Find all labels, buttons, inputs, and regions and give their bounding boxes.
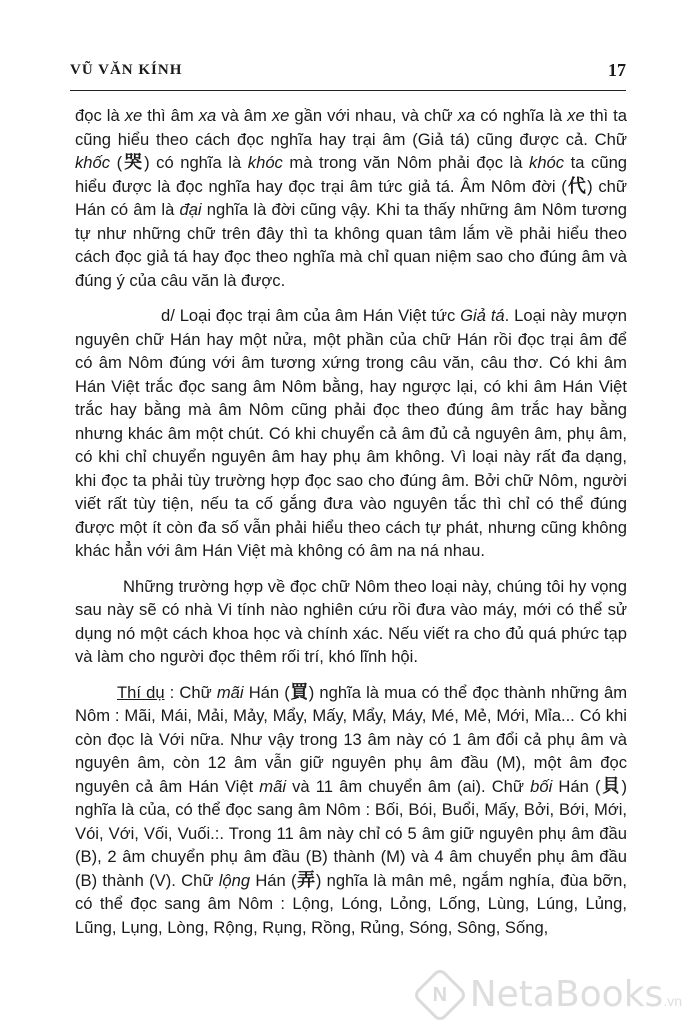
text-run: (	[110, 153, 123, 172]
text-run: ) nghĩa là mua có thể đọc thành những âm Nôm : Mãi, Mái, Mải, Mảy, Mẩy, Mấy, Mẩy, Máy, Mé, Mẻ, Mới, Mỉa... Có khi còn đọc là Với nữa. Như vậy trong 13 âm này có 1 âm đổi cả phụ âm và nguyên âm, còn 12 âm vẫn giữ nguyên phụ âm đầu (M), một âm đọc nguyên cả âm Hán Việt	[75, 682, 628, 796]
text-run: gần với nhau, và chữ	[289, 106, 458, 125]
italic-term: khốc	[75, 153, 111, 172]
netabooks-logo-icon: N	[411, 966, 468, 1023]
text-run: Hán (	[552, 776, 601, 796]
italic-term: khóc	[247, 153, 283, 172]
italic-term: xe	[124, 106, 143, 125]
italic-term: xa	[198, 106, 217, 125]
text-run: ) chữ Hán có âm là	[75, 176, 627, 219]
running-head: VŨ VĂN KÍNH	[70, 62, 183, 78]
italic-term: xa	[457, 106, 476, 125]
text-run: d/ Loại đọc trại âm của âm Hán Việt tức	[161, 306, 461, 325]
paragraph-1	[75, 104, 627, 292]
han-character: 代	[566, 175, 588, 197]
body-text	[75, 104, 627, 951]
text-run: ) có nghĩa là	[144, 153, 248, 172]
han-character: 買	[289, 681, 309, 703]
han-character: 弄	[296, 869, 316, 891]
han-character: 哭	[122, 152, 145, 173]
han-character: 貝	[600, 775, 622, 797]
text-run: ta cũng hiểu được là đọc nghĩa hay đọc trại âm tức giả tá. Âm Nôm đời (	[75, 153, 628, 196]
watermark-brand: NetaBooks	[469, 974, 664, 1015]
text-run: mà trong văn Nôm phải đọc là	[282, 153, 530, 172]
text-run: . Loại này mượn nguyên chữ Hán hay một nửa, một phần của chữ Hán rồi đọc trại âm để có âm Nôm đúng với âm tương xứng trong câu văn, câu thơ. Có khi âm Hán Việt trắc đọc sang âm Nôm bằng, hay ngược lại, có khi âm Hán Việt trắc hay bằng mà âm Nôm cũng phải đọc theo đúng âm trắc hay bằng nhưng khác âm một chút. Có khi chuyển cả âm đủ cả nguyên âm, phụ âm, có khi chỉ chuyển nguyên âm hay phụ âm không. Vì loại này rất đa dạng, khi đọc ta phải tùy trường hợp đọc sao cho đúng âm. Bởi chữ Nôm, người viết rất tùy tiện, nếu ta cố gắng đưa vào nguyên tắc thì chỉ có thể đúng được một ít còn đa số vẫn phải hiểu theo cách tự phát, nhưng cũng không khác hẳn với âm Hán Việt mà không có âm na ná nhau.	[75, 306, 627, 560]
italic-term: bối	[530, 776, 553, 796]
text-run: có nghĩa là	[475, 106, 568, 125]
watermark	[420, 974, 682, 1015]
page-number: 17	[608, 60, 626, 80]
italic-term: mãi	[216, 682, 244, 702]
italic-term: xe	[567, 106, 585, 125]
text-run: ) nghĩa là mân mê, ngắm nghía, đùa bỡn, có thể đọc sang âm Nôm : Lộng, Lóng, Lỏng, Lống, Lùng, Lúng, Lủng, Lũng, Lụng, Lòng, Rộng, Rụng, Rồng, Rủng, Sóng, Sông, Sống,	[75, 870, 628, 937]
text-run: Hán (	[243, 682, 290, 702]
watermark-domain: .vn	[663, 993, 682, 1009]
page-header	[70, 62, 626, 91]
italic-term: lộng	[218, 870, 251, 890]
example-label: Thí dụ	[117, 682, 165, 702]
text-run: : Chữ	[164, 682, 217, 702]
paragraph-2	[75, 304, 627, 563]
text-run: nghĩa là đời cũng vậy. Khi ta thấy những âm Nôm tương tự như những chữ trên đây thì ta không quan tâm lắm về phải hiểu theo cách đọc giả tá hay đọc theo nghĩa mà chỉ quan niệm sao cho đúng âm và đúng ý của câu văn là được.	[75, 200, 627, 290]
italic-term: mãi	[259, 776, 287, 796]
text-run: và âm	[216, 106, 272, 125]
paragraph-4	[75, 681, 627, 940]
text-run: Hán (	[250, 870, 297, 890]
italic-term: đại	[179, 200, 202, 219]
italic-term: Giả tá	[460, 306, 505, 325]
text-run: ) nghĩa là của, có thể đọc sang âm Nôm : Bối, Bói, Buổi, Mấy, Bởi, Bới, Mới, Vói, Với, Vối, Vuối.:. Trong 11 âm này chỉ có 5 âm giữ nguyên phụ âm đầu (B), 2 âm chuyển phụ âm đầu (B) thành (M) và 4 âm chuyển phụ âm đầu (B) thành (V). Chữ	[75, 776, 628, 890]
text-run: và 11 âm chuyển âm (ai). Chữ	[286, 776, 531, 796]
text-run: thì ta cũng hiểu theo cách đọc nghĩa hay trại âm (Giả tá) cũng được cả. Chữ	[75, 106, 627, 149]
text-run: đọc là	[75, 106, 125, 125]
text-run: thì âm	[142, 106, 199, 125]
italic-term: khóc	[529, 153, 565, 172]
italic-term: xe	[271, 106, 290, 125]
paragraph-3	[75, 575, 627, 669]
text-run: Những trường hợp về đọc chữ Nôm theo loại này, chúng tôi hy vọng sau này sẽ có nhà Vi tính nào nghiên cứu rồi đưa vào máy, mới có thể sử dụng nó một cách khoa học và chính xác. Nếu viết ra cho đủ quá phức tạp và làm cho người đọc thêm rối trí, khó lĩnh hội.	[75, 576, 627, 666]
